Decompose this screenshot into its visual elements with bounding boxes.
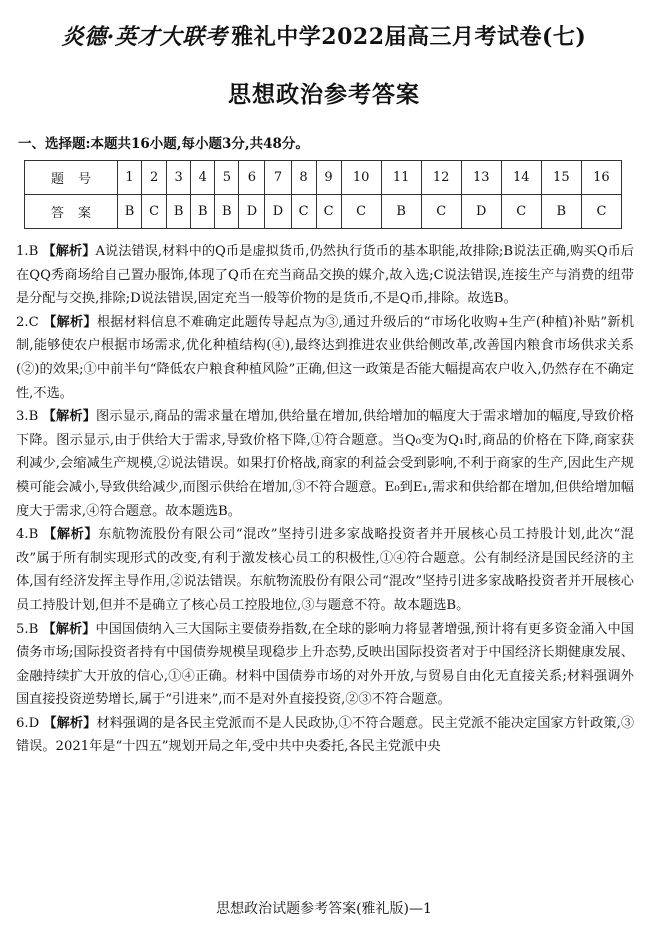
item-number: 2.C: [16, 314, 39, 330]
answer-cell: C: [421, 195, 461, 229]
item-number: 1.B: [16, 244, 39, 259]
question-number: 1: [118, 161, 142, 195]
answer-cell: B: [191, 195, 215, 229]
exam-title: 雅礼中学2022届高三月考试卷(七): [231, 24, 587, 50]
item-number: 6.D: [16, 715, 40, 731]
item-number: 4.B: [16, 527, 39, 543]
question-number: 2: [142, 161, 167, 195]
analysis-tag: 【解析】: [42, 244, 96, 259]
answer-cell: C: [581, 195, 621, 229]
brand-name: 炎德·英才大联考: [61, 24, 228, 50]
answer-cell: B: [381, 195, 421, 229]
question-number: 15: [541, 161, 581, 195]
answer-row: [25, 195, 622, 229]
answer-cell: B: [167, 195, 191, 229]
question-number: 12: [421, 161, 461, 195]
question-number: 4: [191, 161, 215, 195]
question-number: 8: [291, 161, 316, 195]
page-footer: 思想政治试题参考答案(雅礼版)—1: [216, 901, 432, 917]
exam-header: [0, 20, 648, 51]
question-number: 7: [265, 161, 291, 195]
page-title: 思想政治参考答案: [228, 81, 420, 108]
explanation-text: 材料强调的是各民主党派而不是人民政协,①不符合题意。民主党派不能决定国家方针政策,③错误。2021年是“十四五”规划开局之年,受中共中央委托,各民主党派中央: [16, 715, 635, 755]
answer-cell: B: [118, 195, 142, 229]
row-label-answer: 答案: [25, 195, 118, 229]
explanation-text: A说法错误,材料中的Q币是虚拟货币,仍然执行货币的基本职能,故排除;B说法正确,购买Q币后在QQ秀商场给自己置办服饰,体现了Q币在充当商品交换的媒介,故入选;C说法错误,连接生产与消费的纽带是分配与交换,排除;D说法错误,固定充当一般等价物的是货币,不是Q币,排除。故选B。: [16, 244, 634, 307]
question-number: 3: [167, 161, 191, 195]
answer-cell: B: [215, 195, 239, 229]
answer-cell: C: [501, 195, 541, 229]
analysis-tag: 【解析】: [42, 621, 96, 637]
question-number: 16: [581, 161, 621, 195]
explanation-item: [16, 712, 634, 759]
explanation-item: [16, 523, 634, 617]
question-number: 5: [215, 161, 239, 195]
answer-cell: C: [316, 195, 341, 229]
answer-cell: C: [341, 195, 381, 229]
explanation-text: 图示显示,商品的需求量在增加,供给量在增加,供给增加的幅度大于需求增加的幅度,导致价格下降。图示显示,由于供给大于需求,导致价格下降,①符合题意。当Q₀变为Q₁时,商品的价格在下降,商家获利减少,会缩减生产规模,②说法错误。如果打价格战,商家的利益会受到影响,不利于商家的生产,因此生产规模可能会减小,导致供给减少,而图示供给在增加,③不符合题意。E₀到E₁,需求和供给都在增加,但供给增加幅度大于需求,④符合题意。故本题选B。: [16, 409, 634, 519]
question-number: 11: [381, 161, 421, 195]
analysis-tag: 【解析】: [43, 314, 97, 330]
question-number-row: [25, 161, 622, 195]
explanation-text: 中国国债纳入三大国际主要债券指数,在全球的影响力将显著增强,预计将有更多资金涌入中国债务市场;国际投资者持有中国债券规模呈现稳步上升态势,反映出国际投资者对于中国经济长期健康发展、金融持续扩大开放的信心,①④正确。材料中国债券市场的对外开放,与贸易自由化无直接关系;材料强调外国直接投资逆势增长,属于“引进来”,而不是对外直接投资,②③不符合题意。: [16, 621, 634, 708]
item-number: 3.B: [16, 409, 39, 425]
question-number: 10: [341, 161, 381, 195]
explanation-item: [16, 405, 634, 523]
question-number: 6: [239, 161, 265, 195]
explanation-item: [16, 240, 634, 311]
question-number: 14: [501, 161, 541, 195]
answer-cell: B: [541, 195, 581, 229]
analysis-tag: 【解析】: [43, 715, 97, 731]
question-number: 13: [461, 161, 501, 195]
answer-cell: C: [142, 195, 167, 229]
explanation-text: 东航物流股份有限公司“混改”坚持引进多家战略投资者并开展核心员工持股计划,此次“混改”属于所有制实现形式的改变,有利于激发核心员工的积极性,①④符合题意。公有制经济是国民经济的主体,国有经济发挥主导作用,②说法错误。东航物流股份有限公司“混改”坚持引进多家战略投资者并开展核心员工持股计划,但并不是确立了核心员工控股地位,③与题意不符。故本题选B。: [16, 527, 634, 613]
analysis-tag: 【解析】: [42, 409, 97, 425]
row-label-question: 题号: [25, 161, 118, 195]
explanation-text: 根据材料信息不难确定此题传导起点为③,通过升级后的“市场化收购+生产(种植)补贴”新机制,能够使农户根据市场需求,优化种植结构(④),最终达到推进农业供给侧改革,改善国内粮食市场供求关系(②)的效果;①中前半句“降低农户粮食种植风险”正确,但这一政策是否能大幅提高农户收入,仍然存在不确定性,不选。: [16, 314, 635, 401]
answer-cell: C: [291, 195, 316, 229]
section-heading: 一、选择题:本题共16小题,每小题3分,共48分。: [18, 136, 309, 152]
answer-table: [24, 160, 622, 229]
item-number: 5.B: [16, 621, 39, 637]
explanation-list: [16, 240, 634, 759]
question-number: 9: [316, 161, 341, 195]
answer-cell: D: [265, 195, 291, 229]
answer-cell: D: [239, 195, 265, 229]
explanation-item: [16, 618, 634, 712]
explanation-item: [16, 311, 634, 405]
analysis-tag: 【解析】: [43, 527, 99, 543]
answer-cell: D: [461, 195, 501, 229]
